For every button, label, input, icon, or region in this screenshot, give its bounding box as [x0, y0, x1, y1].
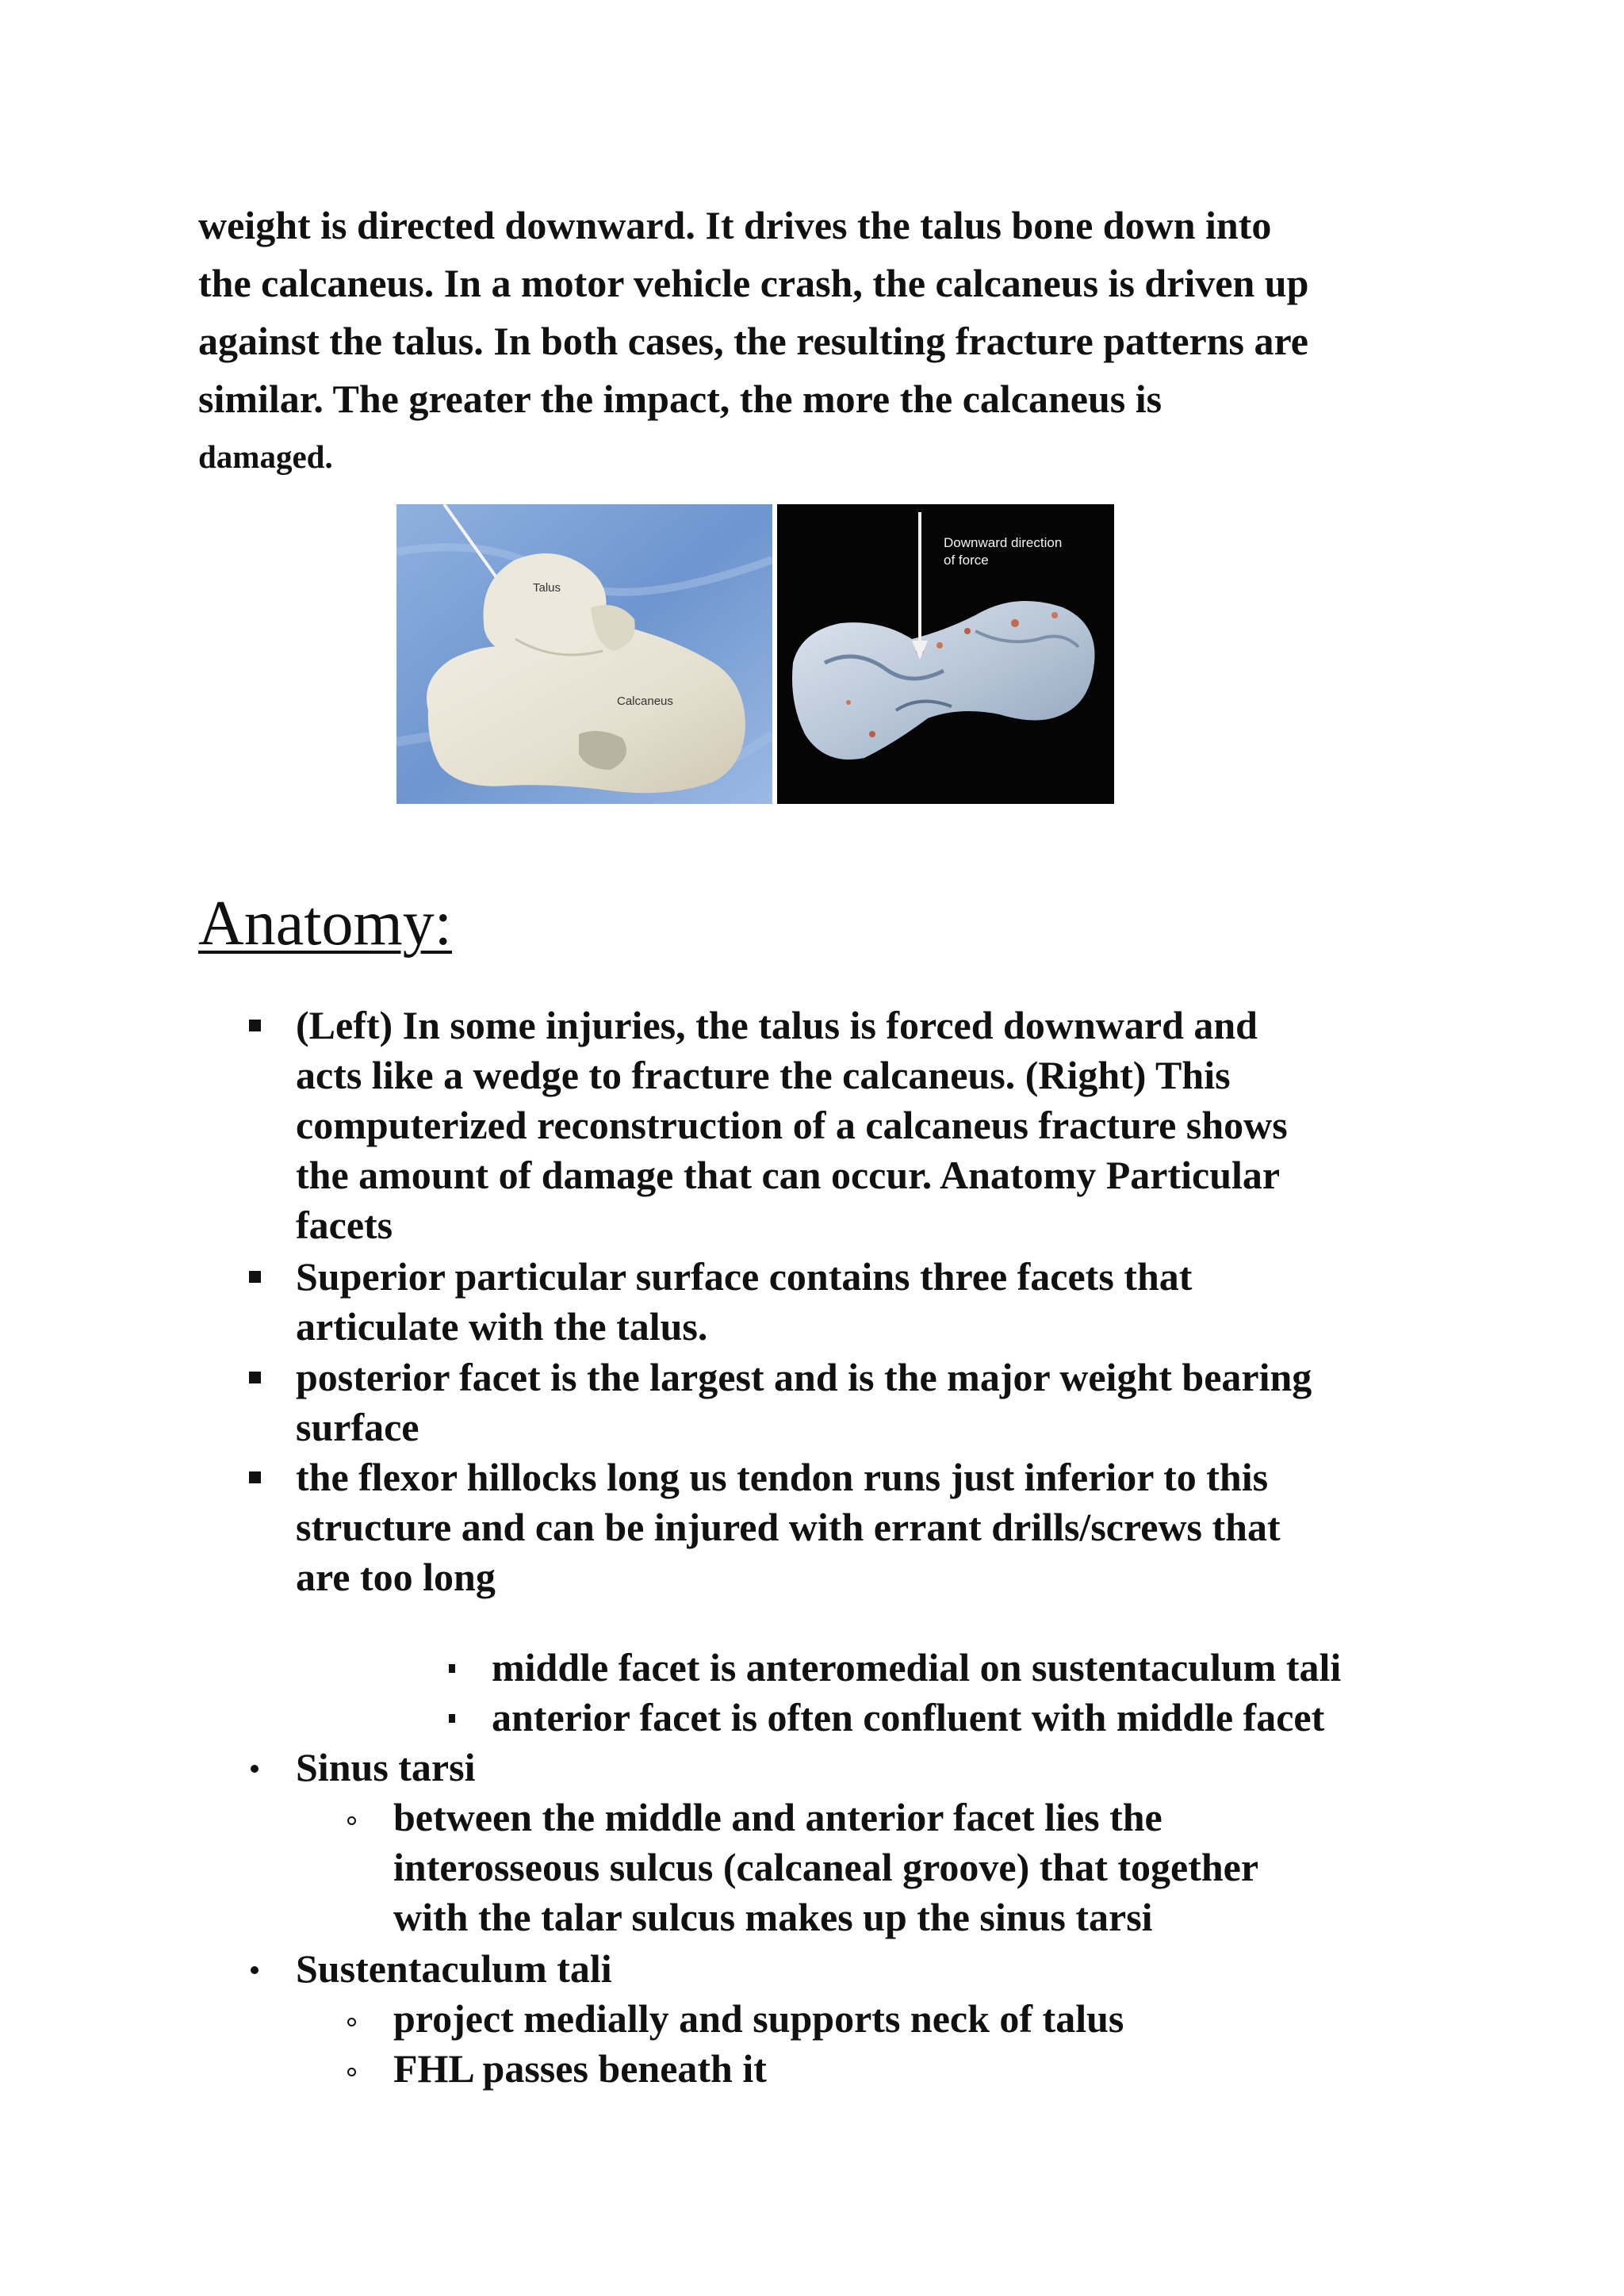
bone-model-photo	[396, 504, 772, 804]
intro-paragraph	[198, 197, 1451, 486]
square-bullet-icon	[249, 1020, 261, 1031]
talus-label: Talus	[533, 581, 561, 595]
calcaneus-label: Calcaneus	[617, 695, 673, 708]
dot-bullet-icon	[251, 1966, 259, 1974]
document-page: weight is directed downward. It drives the talus bone down into the calcaneus. In a motor vehicle crash, the calcaneus is driven up against the talus. In both cases, the resulting fracture patterns are similar. The greater the impact, the more the calcaneus is damaged. Talus Calcaneus Downward direction of force Anatomy: (Left) In some injuries, the talus is forced downward and acts like a wedge to fracture the calcaneus. (Right) This computerized reconstruction of a calcaneus fracture shows the amount of damage that can occur. Anatomy Particular facets Superior particular surface contains three facets that articulate with the talus. posterior facet is the largest and is the major weight bearing surface the flexor hillocks long us tendon runs just inferior to this structure and can be injured with errant drills/screws that are too long middle facet is anteromedial on sustentaculum tali anterior facet is often confluent with middle facet Sinus tarsi between the middle and anterior facet lies the interosseous sulcus (calcaneal groove) that together with the talar sulcus makes up the sinus tarsi Sustentaculum tali project medially and supports neck of talus FHL passes beneath it	[0, 0, 1624, 2296]
intro-line: similar. The greater the impact, the more the calcaneus is	[198, 377, 1162, 421]
fracture-reconstruction-image	[777, 504, 1114, 804]
small-square-bullet-icon	[449, 1714, 455, 1723]
dot-bullet-icon	[251, 1765, 259, 1773]
section-heading: Anatomy:	[198, 889, 452, 959]
force-direction-caption: Downward direction of force	[944, 535, 1063, 568]
calcaneus-figure	[396, 504, 1114, 804]
square-bullet-icon	[249, 1372, 261, 1383]
intro-line: the calcaneus. In a motor vehicle crash, the calcaneus is driven up	[198, 261, 1309, 305]
square-bullet-icon	[249, 1271, 261, 1283]
circle-bullet-icon	[347, 2018, 356, 2026]
circle-bullet-icon	[347, 1816, 356, 1825]
small-square-bullet-icon	[449, 1664, 455, 1673]
intro-line: weight is directed downward. It drives the talus bone down into	[198, 203, 1272, 247]
circle-bullet-icon	[347, 2068, 356, 2076]
intro-line: against the talus. In both cases, the resulting fracture patterns are	[198, 319, 1308, 363]
intro-line: damaged.	[198, 438, 333, 475]
square-bullet-icon	[249, 1471, 261, 1483]
bone-model-illustration	[396, 504, 772, 804]
